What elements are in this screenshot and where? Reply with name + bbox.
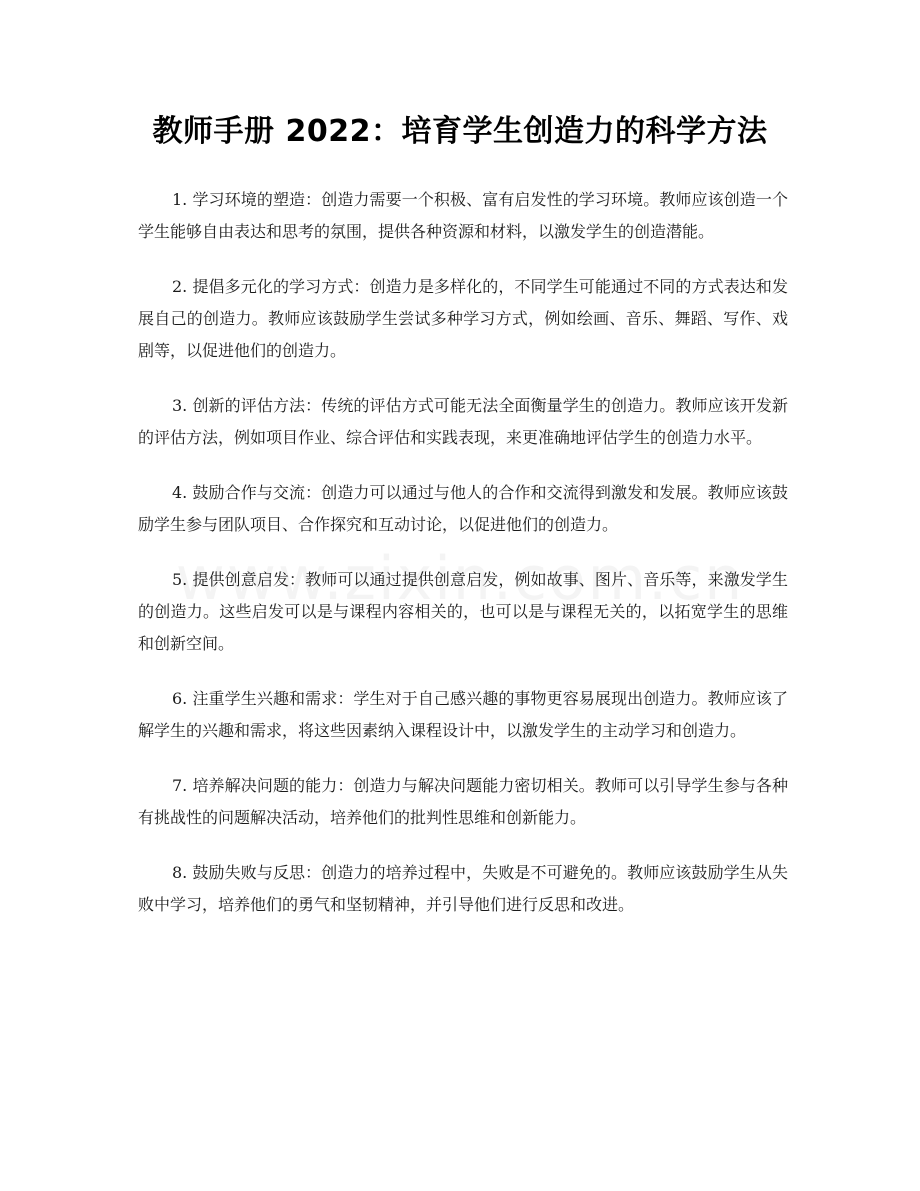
paragraph-1: 1. 学习环境的塑造：创造力需要一个积极、富有启发性的学习环境。教师应该创造一个学生能够自由表达和思考的氛围，提供各种资源和材料，以激发学生的创造潜能。: [138, 190, 788, 241]
paragraph-5: 5. 提供创意启发：教师可以通过提供创意启发，例如故事、图片、音乐等，来激发学生的创造力。这些启发可以是与课程内容相关的，也可以是与课程无关的，以拓宽学生的思维和创新空间。: [138, 570, 788, 653]
paragraph-2: 2. 提倡多元化的学习方式：创造力是多样化的，不同学生可能通过不同的方式表达和发展自己的创造力。教师应该鼓励学生尝试多种学习方式，例如绘画、音乐、舞蹈、写作、戏剧等，以促进他们的创造力。: [138, 277, 788, 360]
paragraph-6: 6. 注重学生兴趣和需求：学生对于自己感兴趣的事物更容易展现出创造力。教师应该了解学生的兴趣和需求，将这些因素纳入课程设计中，以激发学生的主动学习和创造力。: [138, 689, 788, 740]
document-body: [138, 184, 788, 944]
paragraph-7: 7. 培养解决问题的能力：创造力与解决问题能力密切相关。教师可以引导学生参与各种有挑战性的问题解决活动，培养他们的批判性思维和创新能力。: [138, 776, 788, 827]
paragraph-3: 3. 创新的评估方法：传统的评估方式可能无法全面衡量学生的创造力。教师应该开发新的评估方法，例如项目作业、综合评估和实践表现，来更准确地评估学生的创造力水平。: [138, 396, 788, 447]
page-title: 教师手册 2022：培育学生创造力的科学方法: [152, 114, 768, 149]
paragraph-8: 8. 鼓励失败与反思：创造力的培养过程中，失败是不可避免的。教师应该鼓励学生从失败中学习，培养他们的勇气和坚韧精神，并引导他们进行反思和改进。: [138, 863, 788, 914]
paragraph-4: 4. 鼓励合作与交流：创造力可以通过与他人的合作和交流得到激发和发展。教师应该鼓励学生参与团队项目、合作探究和互动讨论，以促进他们的创造力。: [138, 483, 788, 534]
